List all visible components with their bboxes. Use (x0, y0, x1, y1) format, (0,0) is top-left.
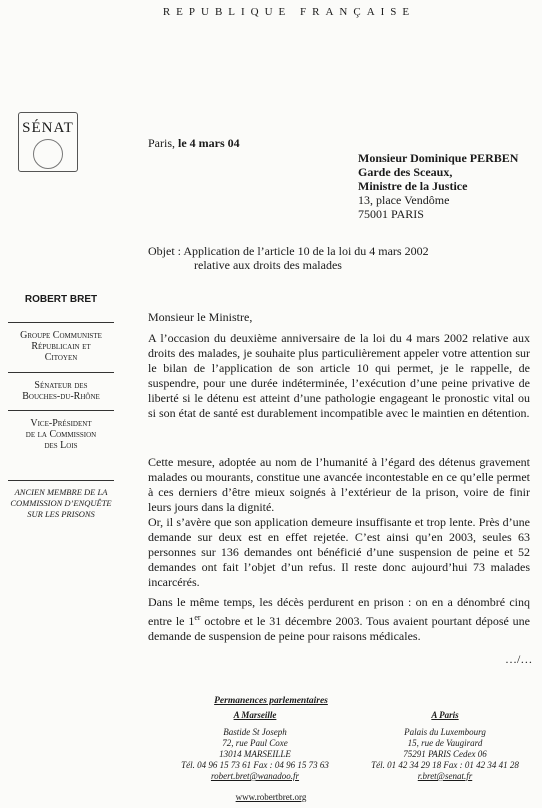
sidebar-divider (8, 372, 114, 373)
paris-email[interactable]: r.bret@senat.fr (417, 771, 473, 781)
paragraph-4-part-a: Dans le même temps, les décès perdurent en prison : on en a dénombré cinq entre le 1 (148, 595, 530, 628)
seal-icon (33, 139, 63, 169)
subject-line2: relative aux droits des malades (194, 258, 342, 272)
senat-logo-text: SÉNAT (22, 120, 74, 136)
recipient-title2: Ministre de la Justice (358, 179, 468, 193)
paragraph-4 (148, 595, 530, 644)
vp-line3: des Lois (44, 440, 78, 451)
paragraph-1: A l’occasion du deuxième anniversaire de la loi du 4 mars 2002 relative aux droits des malades, je souhaite plus particulièrement appeler votre attention sur le bilan de l’application de son article 10 qui permet, je le rappelle, de suspendre, pour une durée indéterminée, l’exécution d’une peine privative de liberté si le détenu est atteint d’une pathologie engageant le pronostic vital ou si son état de santé est durablement incompatible avec le maintien en détention. (148, 331, 530, 420)
recipient-street: 13, place Vendôme (358, 193, 450, 207)
continued-marker: …/… (505, 652, 533, 666)
senat-logo (18, 112, 78, 172)
paris-city: A Paris (431, 710, 459, 720)
former-line2: COMMISSION D’ENQUÊTE (10, 498, 112, 508)
vp-line1: Vice-Président (30, 418, 92, 429)
sidebar-divider (8, 410, 114, 411)
paragraph-2: Cette mesure, adoptée au nom de l’humanité à l’égard des détenus gravement malades ou mourants, constitue une avancée incontestable en ce qu’elle permet à ces derniers d’être mieux soignés à l’extérieur de la prison, voire de finir leurs jours dans la dignité. (148, 455, 530, 514)
subject-line1: Objet : Application de l’article 10 de la loi du 4 mars 2002 (148, 244, 429, 258)
sidebar-divider (8, 480, 114, 481)
footer-title: Permanences parlementaires (214, 696, 328, 706)
paragraph-4-superscript: er (194, 613, 201, 622)
footer-marseille (150, 710, 360, 782)
paris-tel: Tél. 01 42 34 29 18 Fax : 01 42 34 41 28 (371, 760, 519, 770)
marseille-line1: Bastide St Joseph (223, 727, 287, 737)
website-link[interactable]: www.robertbret.org (235, 792, 307, 802)
marseille-line2: 72, rue Paul Coxe (222, 738, 288, 748)
paris-line1: Palais du Luxembourg (404, 727, 486, 737)
recipient-name: Monsieur Dominique PERBEN (358, 151, 519, 165)
sender-group (2, 330, 120, 363)
letter-subject (148, 244, 429, 272)
date-value: le 4 mars 04 (178, 136, 240, 150)
sender-name: ROBERT BRET (24, 294, 98, 305)
senator-line2: Bouches-du-Rhône (22, 391, 100, 402)
recipient-title1: Garde des Sceaux, (358, 165, 453, 179)
vp-line2: de la Commission (25, 429, 97, 440)
marseille-line3: 13014 MARSEILLE (219, 749, 291, 759)
republic-header: REPUBLIQUE FRANÇAISE (162, 6, 416, 18)
marseille-city: A Marseille (233, 710, 277, 720)
letter-date (148, 136, 240, 151)
salutation: Monsieur le Ministre, (148, 310, 253, 324)
marseille-tel: Tél. 04 96 15 73 61 Fax : 04 96 15 73 63 (181, 760, 329, 770)
recipient-address (358, 151, 518, 221)
sender-vp (2, 418, 120, 451)
sidebar-divider (8, 322, 114, 323)
recipient-city: 75001 PARIS (358, 207, 424, 221)
group-line3: Citoyen (44, 352, 78, 363)
paragraph-4-part-b: octobre et le 31 décembre 2003. Tous avaient pourtant déposé une demande de suspension de peine pour raisons médicales. (148, 614, 530, 643)
sender-former-member (2, 487, 120, 520)
group-line1: Groupe Communiste (20, 330, 102, 341)
marseille-email[interactable]: robert.bret@wanadoo.fr (210, 771, 300, 781)
footer-paris (350, 710, 540, 782)
paragraph-3: Or, il s’avère que son application demeure insuffisante et trop lente. Près d’une demande sur deux est en effet rejetée. C’est ainsi qu’en 2003, seules 63 personnes sur 136 demandes ont bénéficié d’une suspension de peine et 52 demandes ont fait l’objet d’un refus. Il reste donc aujourd’hui 73 malades incarcérés. (148, 515, 530, 589)
former-line1: ANCIEN MEMBRE DE LA (14, 487, 108, 497)
group-line2: Républicain et (31, 341, 91, 352)
senator-line1: Sénateur des (34, 380, 88, 391)
date-city: Paris, (148, 136, 178, 150)
sender-senator (2, 380, 120, 402)
paris-line3: 75291 PARIS Cedex 06 (403, 749, 487, 759)
former-line3: SUR LES PRISONS (27, 509, 95, 519)
paris-line2: 15, rue de Vaugirard (407, 738, 483, 748)
